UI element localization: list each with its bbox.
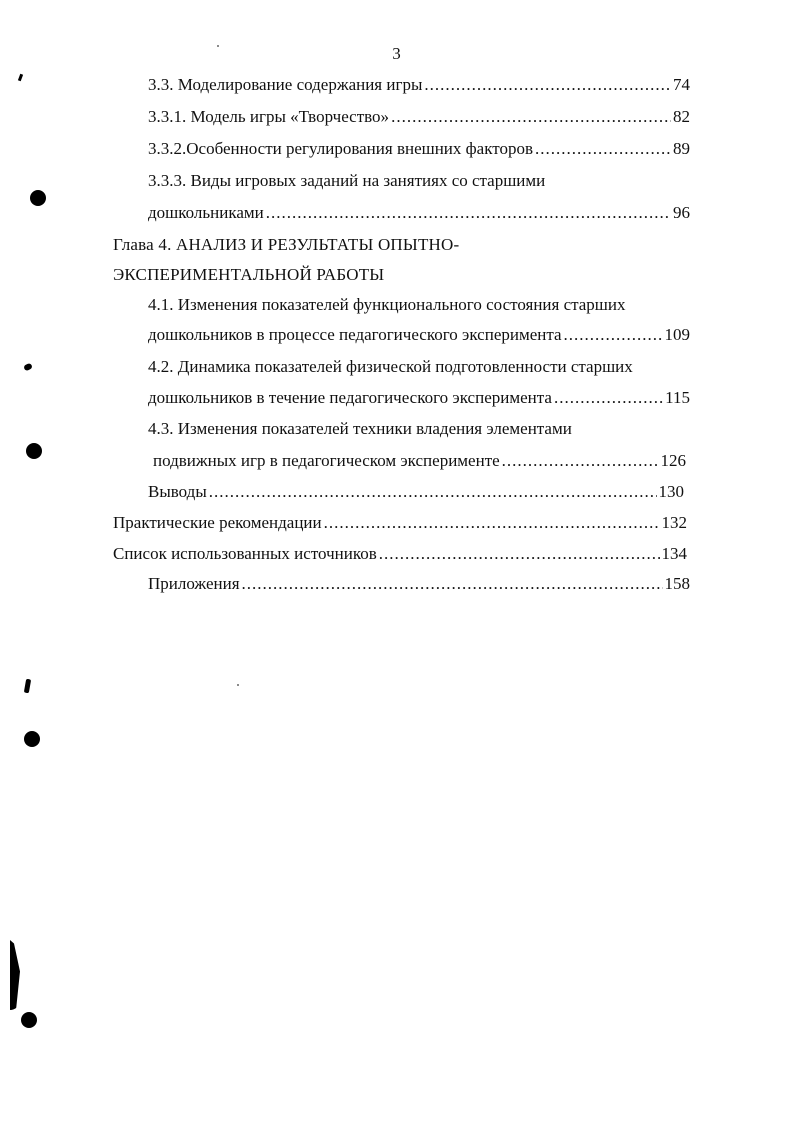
toc-entry-4-3 xyxy=(153,450,686,472)
scan-edge-shadow xyxy=(10,940,20,1010)
toc-leader xyxy=(391,106,671,128)
toc-entry-4-2 xyxy=(148,387,690,409)
scan-speck-mark xyxy=(217,45,219,47)
toc-leader xyxy=(242,573,663,595)
toc-entry-label: Практические рекомендации xyxy=(113,513,322,532)
binder-hole-mark xyxy=(21,1012,37,1028)
toc-entry-3-3 xyxy=(148,74,690,96)
toc-entry-label: Список использованных источников xyxy=(113,544,377,563)
toc-page-ref: 158 xyxy=(664,574,690,593)
scan-speck-mark xyxy=(23,363,33,372)
toc-page-ref: 130 xyxy=(658,482,684,501)
chapter-4-heading-line2: ЭКСПЕРИМЕНТАЛЬНОЙ РАБОТЫ xyxy=(113,265,385,284)
binder-hole-mark xyxy=(24,731,40,747)
toc-entry-3-3-3-title: 3.3.3. Виды игровых заданий на занятиях со старшими xyxy=(148,171,546,190)
page-number: 3 xyxy=(392,44,401,63)
toc-entry-label: дошкольниками xyxy=(148,203,264,222)
binder-hole-mark xyxy=(30,190,46,206)
toc-page-ref: 109 xyxy=(664,325,690,344)
toc-page-ref: 96 xyxy=(673,203,690,222)
toc-leader xyxy=(502,450,659,472)
toc-entry-recommendations xyxy=(113,512,687,534)
scan-speck-mark xyxy=(237,684,239,686)
toc-leader xyxy=(564,324,663,346)
toc-entry-label: 3.3. Моделирование содержания игры xyxy=(148,75,423,94)
toc-entry-label: Приложения xyxy=(148,574,240,593)
toc-page-ref: 74 xyxy=(673,75,690,94)
scan-speck-mark xyxy=(18,74,23,82)
toc-entry-conclusions xyxy=(148,481,684,503)
toc-page-ref: 89 xyxy=(673,139,690,158)
toc-leader xyxy=(379,543,660,565)
toc-entry-label: Выводы xyxy=(148,482,207,501)
chapter-4-heading-line1: Глава 4. АНАЛИЗ И РЕЗУЛЬТАТЫ ОПЫТНО- xyxy=(113,235,460,254)
toc-entry-label: 3.3.2.Особенности регулирования внешних факторов xyxy=(148,139,533,158)
toc-page-ref: 132 xyxy=(661,513,687,532)
toc-leader xyxy=(324,512,660,534)
toc-entry-3-3-2 xyxy=(148,138,690,160)
toc-entry-3-3-3 xyxy=(148,202,690,224)
toc-entry-3-3-1 xyxy=(148,106,690,128)
scan-speck-mark xyxy=(24,679,31,694)
toc-page-ref: 82 xyxy=(673,107,690,126)
toc-entry-label: 3.3.1. Модель игры «Творчество» xyxy=(148,107,390,126)
toc-entry-4-2-title: 4.2. Динамика показателей физической подготовленности старших xyxy=(148,357,633,376)
toc-entry-4-3-title: 4.3. Изменения показателей техники владения элементами xyxy=(148,419,572,438)
toc-leader xyxy=(424,74,671,96)
toc-entry-4-1-title: 4.1. Изменения показателей функционального состояния старших xyxy=(148,295,626,314)
toc-entry-label: дошкольников в течение педагогического эксперимента xyxy=(148,388,552,407)
toc-entry-appendix xyxy=(148,573,690,595)
toc-entry-label: подвижных игр в педагогическом эксперименте xyxy=(153,451,500,470)
toc-leader xyxy=(209,481,657,503)
toc-entry-label: дошкольников в процессе педагогического эксперимента xyxy=(148,325,562,344)
toc-entry-4-1 xyxy=(148,324,690,346)
toc-entry-sources xyxy=(113,543,687,565)
toc-page-ref: 115 xyxy=(665,388,690,407)
toc-page-ref: 126 xyxy=(660,451,686,470)
toc-page-ref: 134 xyxy=(661,544,687,563)
binder-hole-mark xyxy=(26,443,42,459)
toc-leader xyxy=(266,202,671,224)
toc-leader xyxy=(535,138,671,160)
toc-leader xyxy=(554,387,663,409)
